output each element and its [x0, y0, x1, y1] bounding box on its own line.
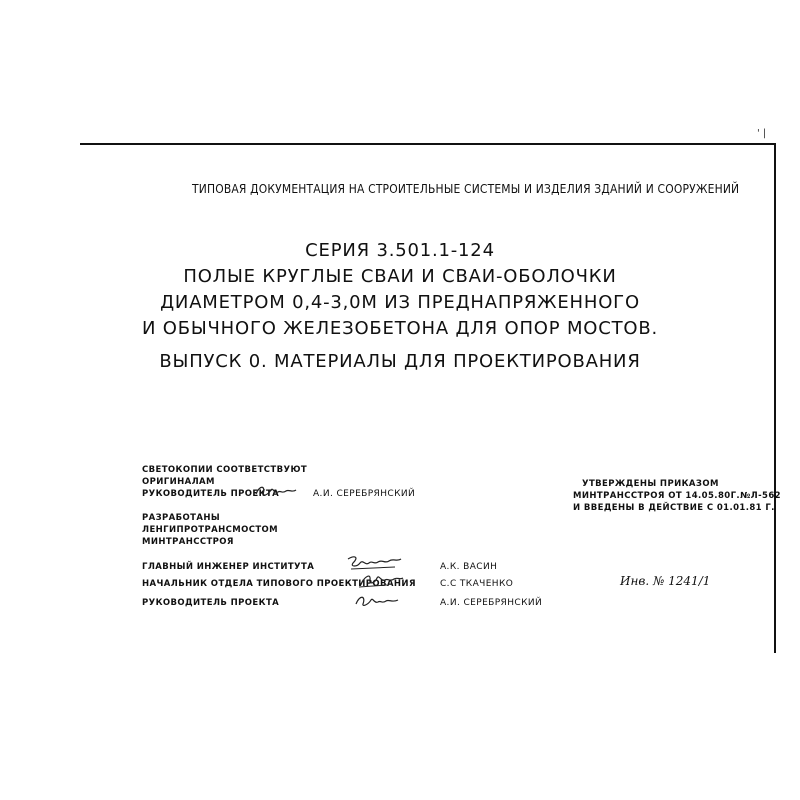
frame-top-border: [80, 143, 775, 145]
copies-line-2: ОРИГИНАЛАМ: [142, 477, 215, 487]
frame-right-border: [774, 143, 776, 653]
signatory-name-project-lead: А.И. СЕРЕБРЯНСКИЙ: [440, 598, 543, 608]
signature-department-head: [357, 570, 405, 590]
title-line-3: ДИАМЕТРОМ 0,4-3,0М ИЗ ПРЕДНАПРЯЖЕННОГО: [160, 292, 640, 313]
signature-copies: [254, 482, 298, 500]
corner-mark: ' |: [757, 128, 767, 139]
copies-line-1: СВЕТОКОПИИ СООТВЕТСТВУЮТ: [142, 465, 308, 475]
issue-title: ВЫПУСК 0. МАТЕРИАЛЫ ДЛЯ ПРОЕКТИРОВАНИЯ: [159, 351, 641, 372]
approved-line-3: И ВВЕДЕНЫ В ДЕЙСТВИЕ С 01.01.81 Г.: [573, 503, 775, 513]
copies-role: РУКОВОДИТЕЛЬ ПРОЕКТА: [142, 489, 280, 499]
document-header: ТИПОВАЯ ДОКУМЕНТАЦИЯ НА СТРОИТЕЛЬНЫЕ СИСТЕМЫ И ИЗДЕЛИЯ ЗДАНИЙ И СООРУЖЕНИЙ: [192, 181, 740, 196]
signatory-role-department-head: НАЧАЛЬНИК ОТДЕЛА ТИПОВОГО ПРОЕКТИРОВАНИЯ: [142, 579, 416, 589]
developed-line-3: МИНТРАНССТРОЯ: [142, 537, 234, 547]
signature-project-lead: [354, 592, 400, 610]
title-line-2: ПОЛЫЕ КРУГЛЫЕ СВАИ И СВАИ-ОБОЛОЧКИ: [183, 266, 617, 287]
title-line-4: И ОБЫЧНОГО ЖЕЛЕЗОБЕТОНА ДЛЯ ОПОР МОСТОВ.: [141, 318, 659, 339]
developed-line-2: ЛЕНГИПРОТРАНСМОСТОМ: [142, 525, 279, 535]
signatory-name-chief-engineer: А.К. ВАСИН: [440, 562, 498, 572]
developed-line-1: РАЗРАБОТАНЫ: [142, 513, 221, 523]
inventory-number: Инв. № 1241/1: [620, 574, 711, 588]
signatory-name-department-head: С.С ТКАЧЕНКО: [440, 579, 514, 589]
series-title: СЕРИЯ 3.501.1-124: [305, 240, 495, 261]
signatory-role-project-lead: РУКОВОДИТЕЛЬ ПРОЕКТА: [142, 598, 280, 608]
copies-name: А.И. СЕРЕБРЯНСКИЙ: [313, 489, 416, 499]
signatory-role-chief-engineer: ГЛАВНЫЙ ИНЖЕНЕР ИНСТИТУТА: [142, 562, 315, 572]
approved-line-1: УТВЕРЖДЕНЫ ПРИКАЗОМ: [582, 479, 719, 489]
approved-line-2: МИНТРАНССТРОЯ ОТ 14.05.80Г.№Л-562: [573, 491, 781, 501]
